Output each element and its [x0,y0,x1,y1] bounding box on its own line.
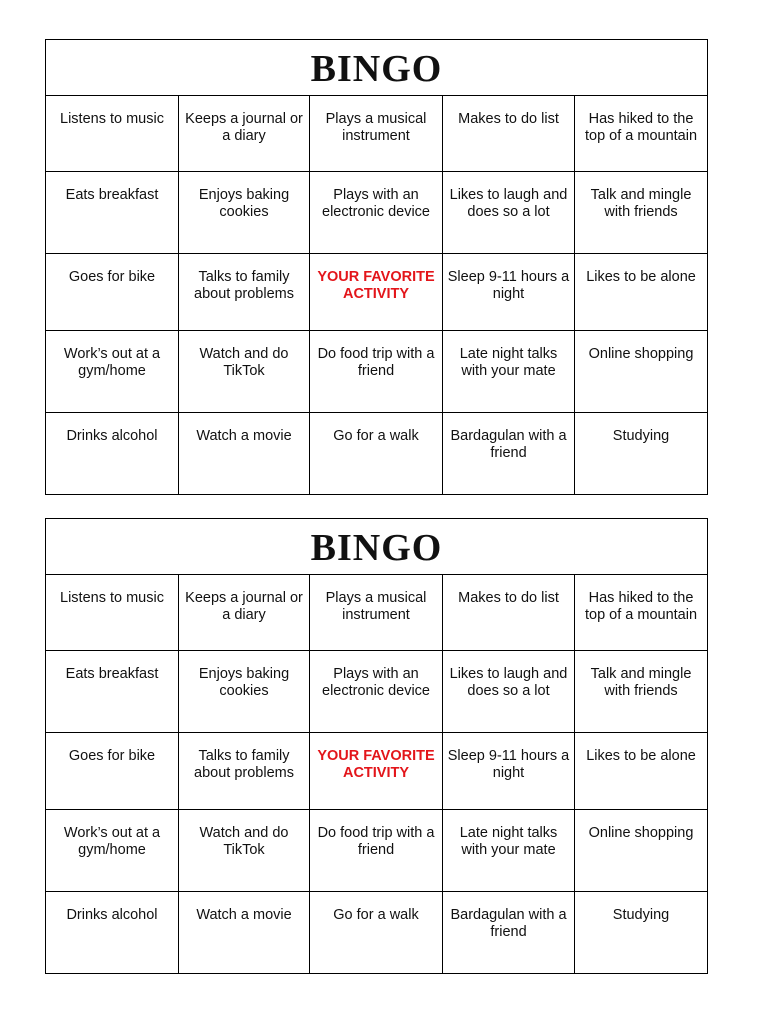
bingo-cell[interactable]: Watch a movie [179,892,310,974]
bingo-row [46,331,708,413]
bingo-cell[interactable]: Work’s out at a gym/home [46,331,179,413]
bingo-cell[interactable]: Talk and mingle with friends [575,651,708,733]
bingo-cell[interactable]: Goes for bike [46,733,179,810]
bingo-row [46,892,708,974]
bingo-cell[interactable]: Eats breakfast [46,172,179,254]
bingo-cell[interactable]: Makes to do list [443,96,575,172]
bingo-cell[interactable]: Do food trip with a friend [310,810,443,892]
bingo-cell[interactable]: Listens to music [46,96,179,172]
bingo-cell[interactable]: Makes to do list [443,575,575,651]
bingo-row [46,651,708,733]
bingo-cell[interactable]: Has hiked to the top of a mountain [575,575,708,651]
bingo-cell[interactable]: Talk and mingle with friends [575,172,708,254]
bingo-cell[interactable]: Go for a walk [310,413,443,495]
bingo-row [46,96,708,172]
bingo-cell[interactable]: Sleep 9-11 hours a night [443,254,575,331]
bingo-cell[interactable]: Late night talks with your mate [443,331,575,413]
bingo-cell[interactable]: Late night talks with your mate [443,810,575,892]
bingo-card-2 [45,518,708,974]
bingo-card-1 [45,39,708,495]
bingo-cell[interactable]: Keeps a journal or a diary [179,96,310,172]
bingo-cell[interactable]: Bardagulan with a friend [443,892,575,974]
bingo-cell[interactable]: Online shopping [575,331,708,413]
bingo-cell[interactable]: Go for a walk [310,892,443,974]
bingo-cell[interactable]: Eats breakfast [46,651,179,733]
bingo-cell[interactable]: Enjoys baking cookies [179,172,310,254]
bingo-title-cell [46,40,708,96]
bingo-cell[interactable]: Studying [575,892,708,974]
bingo-cell[interactable]: Enjoys baking cookies [179,651,310,733]
bingo-cell[interactable]: Talks to family about problems [179,733,310,810]
bingo-row [46,172,708,254]
bingo-cell[interactable]: Plays a musical instrument [310,575,443,651]
bingo-header-row [46,519,708,575]
bingo-cell[interactable]: Talks to family about problems [179,254,310,331]
bingo-header-row [46,40,708,96]
bingo-cell[interactable]: Watch a movie [179,413,310,495]
bingo-title: BINGO [310,47,443,90]
bingo-cell[interactable]: Drinks alcohol [46,892,179,974]
bingo-cell[interactable]: Has hiked to the top of a mountain [575,96,708,172]
bingo-row [46,413,708,495]
bingo-cell[interactable]: Listens to music [46,575,179,651]
bingo-row [46,254,708,331]
bingo-cell[interactable]: Likes to laugh and does so a lot [443,651,575,733]
bingo-cell[interactable]: Online shopping [575,810,708,892]
bingo-title: BINGO [310,526,443,569]
bingo-cell[interactable]: Likes to be alone [575,733,708,810]
bingo-cell[interactable]: Bardagulan with a friend [443,413,575,495]
bingo-row [46,575,708,651]
bingo-cell[interactable]: Plays with an electronic device [310,172,443,254]
bingo-cell[interactable]: Sleep 9-11 hours a night [443,733,575,810]
bingo-title-cell [46,519,708,575]
bingo-cell[interactable]: Likes to laugh and does so a lot [443,172,575,254]
bingo-cell[interactable]: Do food trip with a friend [310,331,443,413]
bingo-row [46,810,708,892]
free-space-cell[interactable]: YOUR FAVORITE ACTIVITY [310,733,443,810]
bingo-row [46,733,708,810]
bingo-cell[interactable]: Likes to be alone [575,254,708,331]
bingo-cell[interactable]: Drinks alcohol [46,413,179,495]
bingo-cell[interactable]: Plays a musical instrument [310,96,443,172]
bingo-cell[interactable]: Watch and do TikTok [179,331,310,413]
bingo-cell[interactable]: Work’s out at a gym/home [46,810,179,892]
bingo-cell[interactable]: Goes for bike [46,254,179,331]
free-space-cell[interactable]: YOUR FAVORITE ACTIVITY [310,254,443,331]
bingo-cell[interactable]: Keeps a journal or a diary [179,575,310,651]
bingo-cell[interactable]: Studying [575,413,708,495]
bingo-cell[interactable]: Plays with an electronic device [310,651,443,733]
bingo-cell[interactable]: Watch and do TikTok [179,810,310,892]
